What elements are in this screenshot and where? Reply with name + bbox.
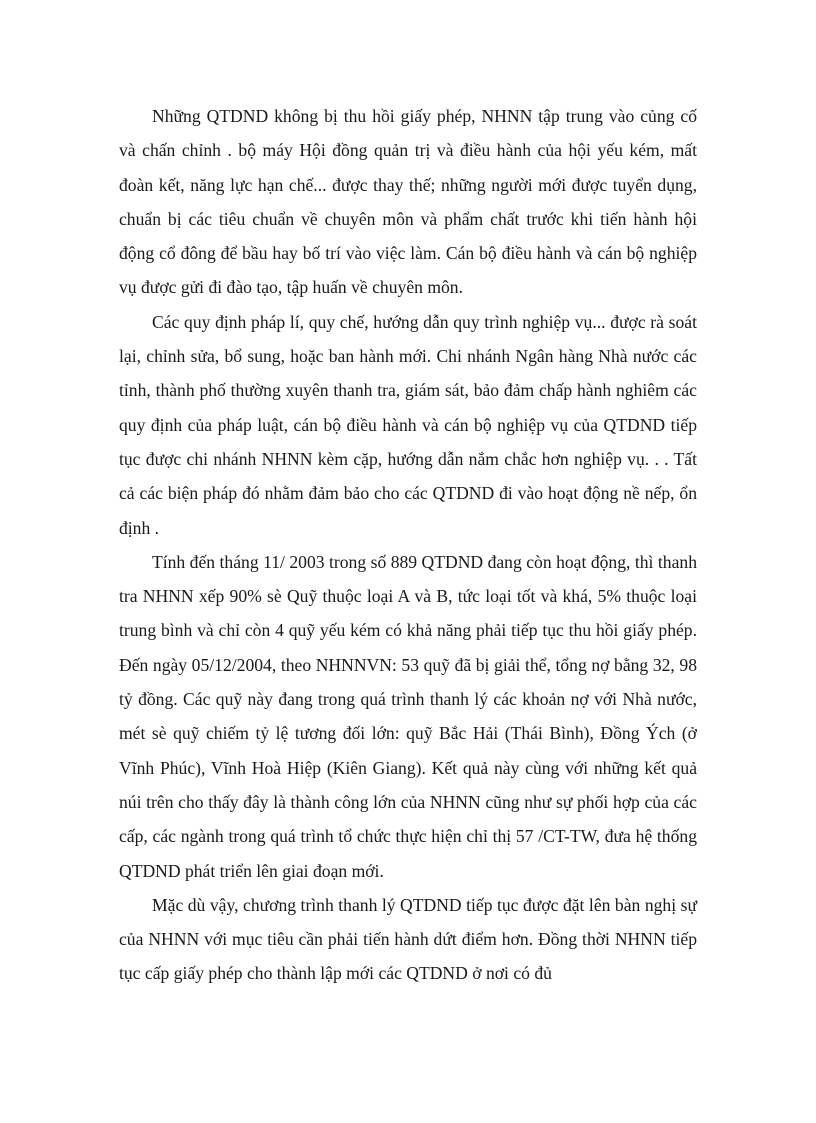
paragraph-3: Tính đến tháng 11/ 2003 trong số 889 QTDND đang còn hoạt động, thì thanh tra NHNN xếp 90% sè Quỹ thuộc loại A và B, tức loại tốt và khá, 5% thuộc loại trung bình và chỉ còn 4 quỹ yếu kém có khả năng phải tiếp tục thu hồi giấy phép. Đến ngày 05/12/2004, theo NHNNVN: 53 quỹ đã bị giải thể, tổng nợ bằng 32, 98 tỷ đồng. Các quỹ này đang trong quá trình thanh lý các khoản nợ với Nhà nước, mét sè quỹ chiếm tỷ lệ tương đối lớn: quỹ Bắc Hải (Thái Bình), Đồng Ých (ở Vĩnh Phúc), Vĩnh Hoà Hiệp (Kiên Giang). Kết quả này cùng với những kết quả núi trên cho thấy đây là thành công lớn của NHNN cũng như sự phối hợp của các cấp, các ngành trong quá trình tổ chức thực hiện chỉ thị 57 /CT-TW, đưa hệ thống QTDND phát triển lên giai đoạn mới. (119, 551, 697, 881)
paragraph-4: Mặc dù vậy, chương trình thanh lý QTDND tiếp tục được đặt lên bàn nghị sự của NHNN với mục tiêu cần phải tiến hành dứt điểm hơn. Đồng thời NHNN tiếp tục cấp giấy phép cho thành lập mới các QTDND ở nơi có đủ (119, 894, 697, 984)
paragraph-1: Những QTDND không bị thu hồi giấy phép, NHNN tập trung vào củng cố và chấn chỉnh . bộ máy Hội đồng quản trị và điều hành của hội yếu kém, mất đoàn kết, năng lực hạn chế... được thay thế; những người mới được tuyển dụng, chuẩn bị các tiêu chuẩn về chuyên môn và phẩm chất trước khi tiến hành hội động cổ đông để bầu hay bố trí vào việc làm. Cán bộ điều hành và cán bộ nghiệp vụ được gửi đi đào tạo, tập huấn về chuyên môn. (119, 106, 697, 298)
paragraph-2: Các quy định pháp lí, quy chế, hướng dẫn quy trình nghiệp vụ... được rà soát lại, chỉnh sửa, bổ sung, hoặc ban hành mới. Chi nhánh Ngân hàng Nhà nước các tỉnh, thành phố thường xuyên thanh tra, giám sát, bảo đảm chấp hành nghiêm các quy định của pháp luật, cán bộ điều hành và cán bộ nghiệp vụ của QTDND tiếp tục được chi nhánh NHNN kèm cặp, hướng dẫn nắm chắc hơn nghiệp vụ. . . Tất cả các biện pháp đó nhằm đảm bảo cho các QTDND đi vào hoạt động nề nếp, ổn định . (119, 311, 697, 538)
document-body (119, 99, 697, 991)
